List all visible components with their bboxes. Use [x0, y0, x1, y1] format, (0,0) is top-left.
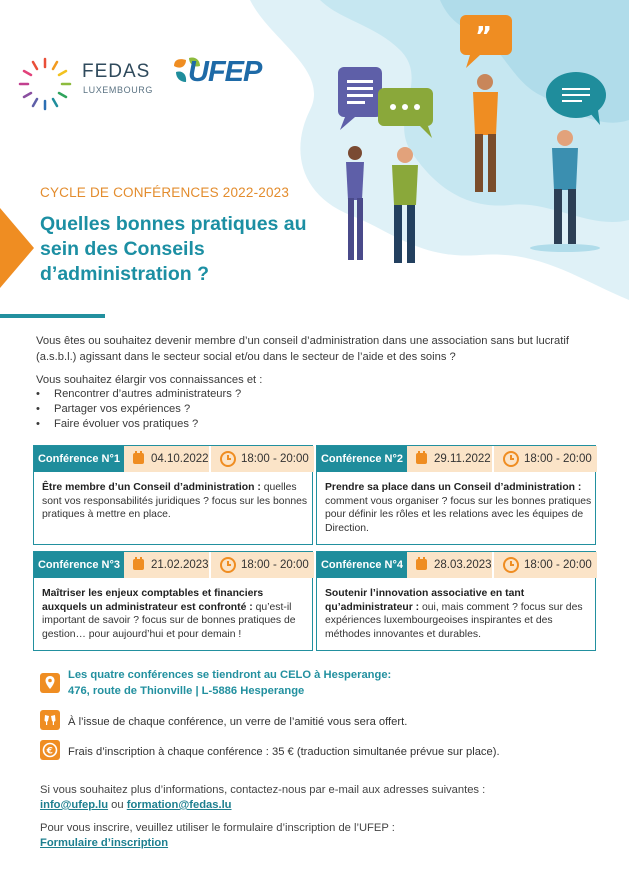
conference-text: quelles sont vos responsabilités juridiques ? focus sur les bonnes pratiques à mettre en place.: [42, 482, 308, 520]
list-item: • Faire évoluer vos pratiques ?: [36, 417, 241, 432]
clock-icon: [503, 451, 519, 467]
date-box: [407, 552, 492, 578]
fedas-logo: [16, 55, 156, 107]
cycle-heading: CYCLE DE CONFÉRENCES 2022-2023: [40, 185, 290, 200]
divider-bar: [0, 314, 105, 318]
location-pin-icon: [40, 673, 60, 693]
conference-time: 18:00 - 20:00: [241, 559, 309, 571]
email-separator: ou: [108, 799, 127, 811]
conference-card-1: [33, 445, 313, 545]
calendar-icon: [133, 453, 144, 464]
conference-time: 18:00 - 20:00: [241, 453, 309, 465]
conference-label: Conférence N°2: [317, 446, 407, 472]
date-box: [124, 446, 209, 472]
conference-date: 28.03.2023: [434, 559, 492, 571]
conference-topic: Maîtriser les enjeux comptables et financiers auxquels un administrateur est confronté :: [42, 588, 264, 613]
conference-text: oui, mais comment ? focus sur des expériences luxembourgeoises inspirantes et des méthodes innovantes et durables.: [325, 601, 583, 640]
location-line-1: Les quatre conférences se tiendront au CELO à Hesperange:: [68, 669, 392, 681]
intro-lead: Vous souhaitez élargir vos connaissances et :: [36, 374, 263, 386]
euro-icon: [40, 740, 60, 760]
time-box: [494, 446, 597, 472]
conference-topic: Prendre sa place dans un Conseil d’administration :: [325, 482, 582, 493]
conference-date: 21.02.2023: [151, 559, 209, 571]
conference-description: [325, 481, 593, 535]
svg-text:”: ”: [475, 22, 493, 52]
conference-description: [42, 587, 310, 641]
conference-time: 18:00 - 20:00: [524, 453, 592, 465]
fedas-subtitle: LUXEMBOURG: [83, 85, 154, 95]
toast-glasses-icon: [40, 710, 60, 730]
time-box: [211, 552, 314, 578]
time-box: [211, 446, 314, 472]
inscription-form-link[interactable]: Formulaire d’inscription: [40, 837, 169, 849]
conference-label: Conférence N°1: [34, 446, 124, 472]
calendar-icon: [133, 559, 144, 570]
clock-icon: [220, 451, 236, 467]
fedas-name: FEDAS: [82, 61, 151, 82]
location-line-2: 476, route de Thionville | L-5886 Hesperange: [68, 685, 305, 697]
drink-notice: À l’issue de chaque conférence, un verre de l’amitié vous sera offert.: [68, 716, 408, 728]
time-box: [494, 552, 597, 578]
date-box: [407, 446, 492, 472]
contact-emails: [40, 799, 232, 811]
inscription-text: Pour vous inscrire, veuillez utiliser le formulaire d’inscription de l’UFEP :: [40, 822, 395, 834]
page-title: Quelles bonnes pratiques au sein des Conseils d’administration ?: [40, 213, 307, 285]
conference-text: qu’est-il important de savoir ? focus sur de bonnes pratiques de gestion… pour aujourd’hui et pour demain !: [42, 601, 296, 640]
date-box: [124, 552, 209, 578]
email-link-ufep[interactable]: info@ufep.lu: [40, 799, 109, 811]
calendar-icon: [416, 559, 427, 570]
fedas-logo-icon: [16, 55, 74, 113]
conference-label: Conférence N°4: [317, 552, 407, 578]
conference-date: 29.11.2022: [434, 453, 491, 465]
list-item: • Rencontrer d’autres administrateurs ?: [36, 387, 241, 402]
calendar-icon: [416, 453, 427, 464]
conference-text: comment vous organiser ? focus sur les bonnes pratiques pour définir les rôles et les relations avec les équipes de Direction.: [325, 495, 592, 534]
conference-description: [325, 587, 593, 641]
conference-card-3: [33, 551, 313, 651]
goals-list: [36, 387, 241, 432]
conference-time: 18:00 - 20:00: [524, 559, 592, 571]
clock-icon: [220, 557, 236, 573]
conference-label: Conférence N°3: [34, 552, 124, 578]
intro-paragraph: Vous êtes ou souhaitez devenir membre d’un conseil d’administration dans une association sans but lucratif (a.s.b.l.) agissant dans le secteur social et/ou dans le secteur de l’aide et des soins ?: [36, 335, 569, 363]
contact-text: Si vous souhaitez plus d’informations, contactez-nous par e-mail aux adresses suivantes :: [40, 784, 486, 796]
conference-card-4: [316, 551, 596, 651]
conference-date: 04.10.2022: [151, 453, 209, 465]
orange-accent-triangle: [0, 208, 34, 288]
conference-topic: Soutenir l’innovation associative en tant qu’administrateur :: [325, 588, 525, 613]
clock-icon: [503, 557, 519, 573]
fee-notice: Frais d’inscription à chaque conférence : 35 € (traduction simultanée prévue sur place).: [68, 746, 500, 758]
svg-text:€: €: [46, 746, 53, 757]
conference-topic: Être membre d’un Conseil d’administration :: [42, 482, 261, 493]
conference-description: [42, 481, 310, 522]
conference-card-2: [316, 445, 596, 545]
ufep-name: UFEP: [188, 56, 262, 88]
ufep-logo: [172, 52, 262, 100]
email-link-fedas[interactable]: formation@fedas.lu: [126, 799, 232, 811]
list-item: • Partager vos expériences ?: [36, 402, 241, 417]
